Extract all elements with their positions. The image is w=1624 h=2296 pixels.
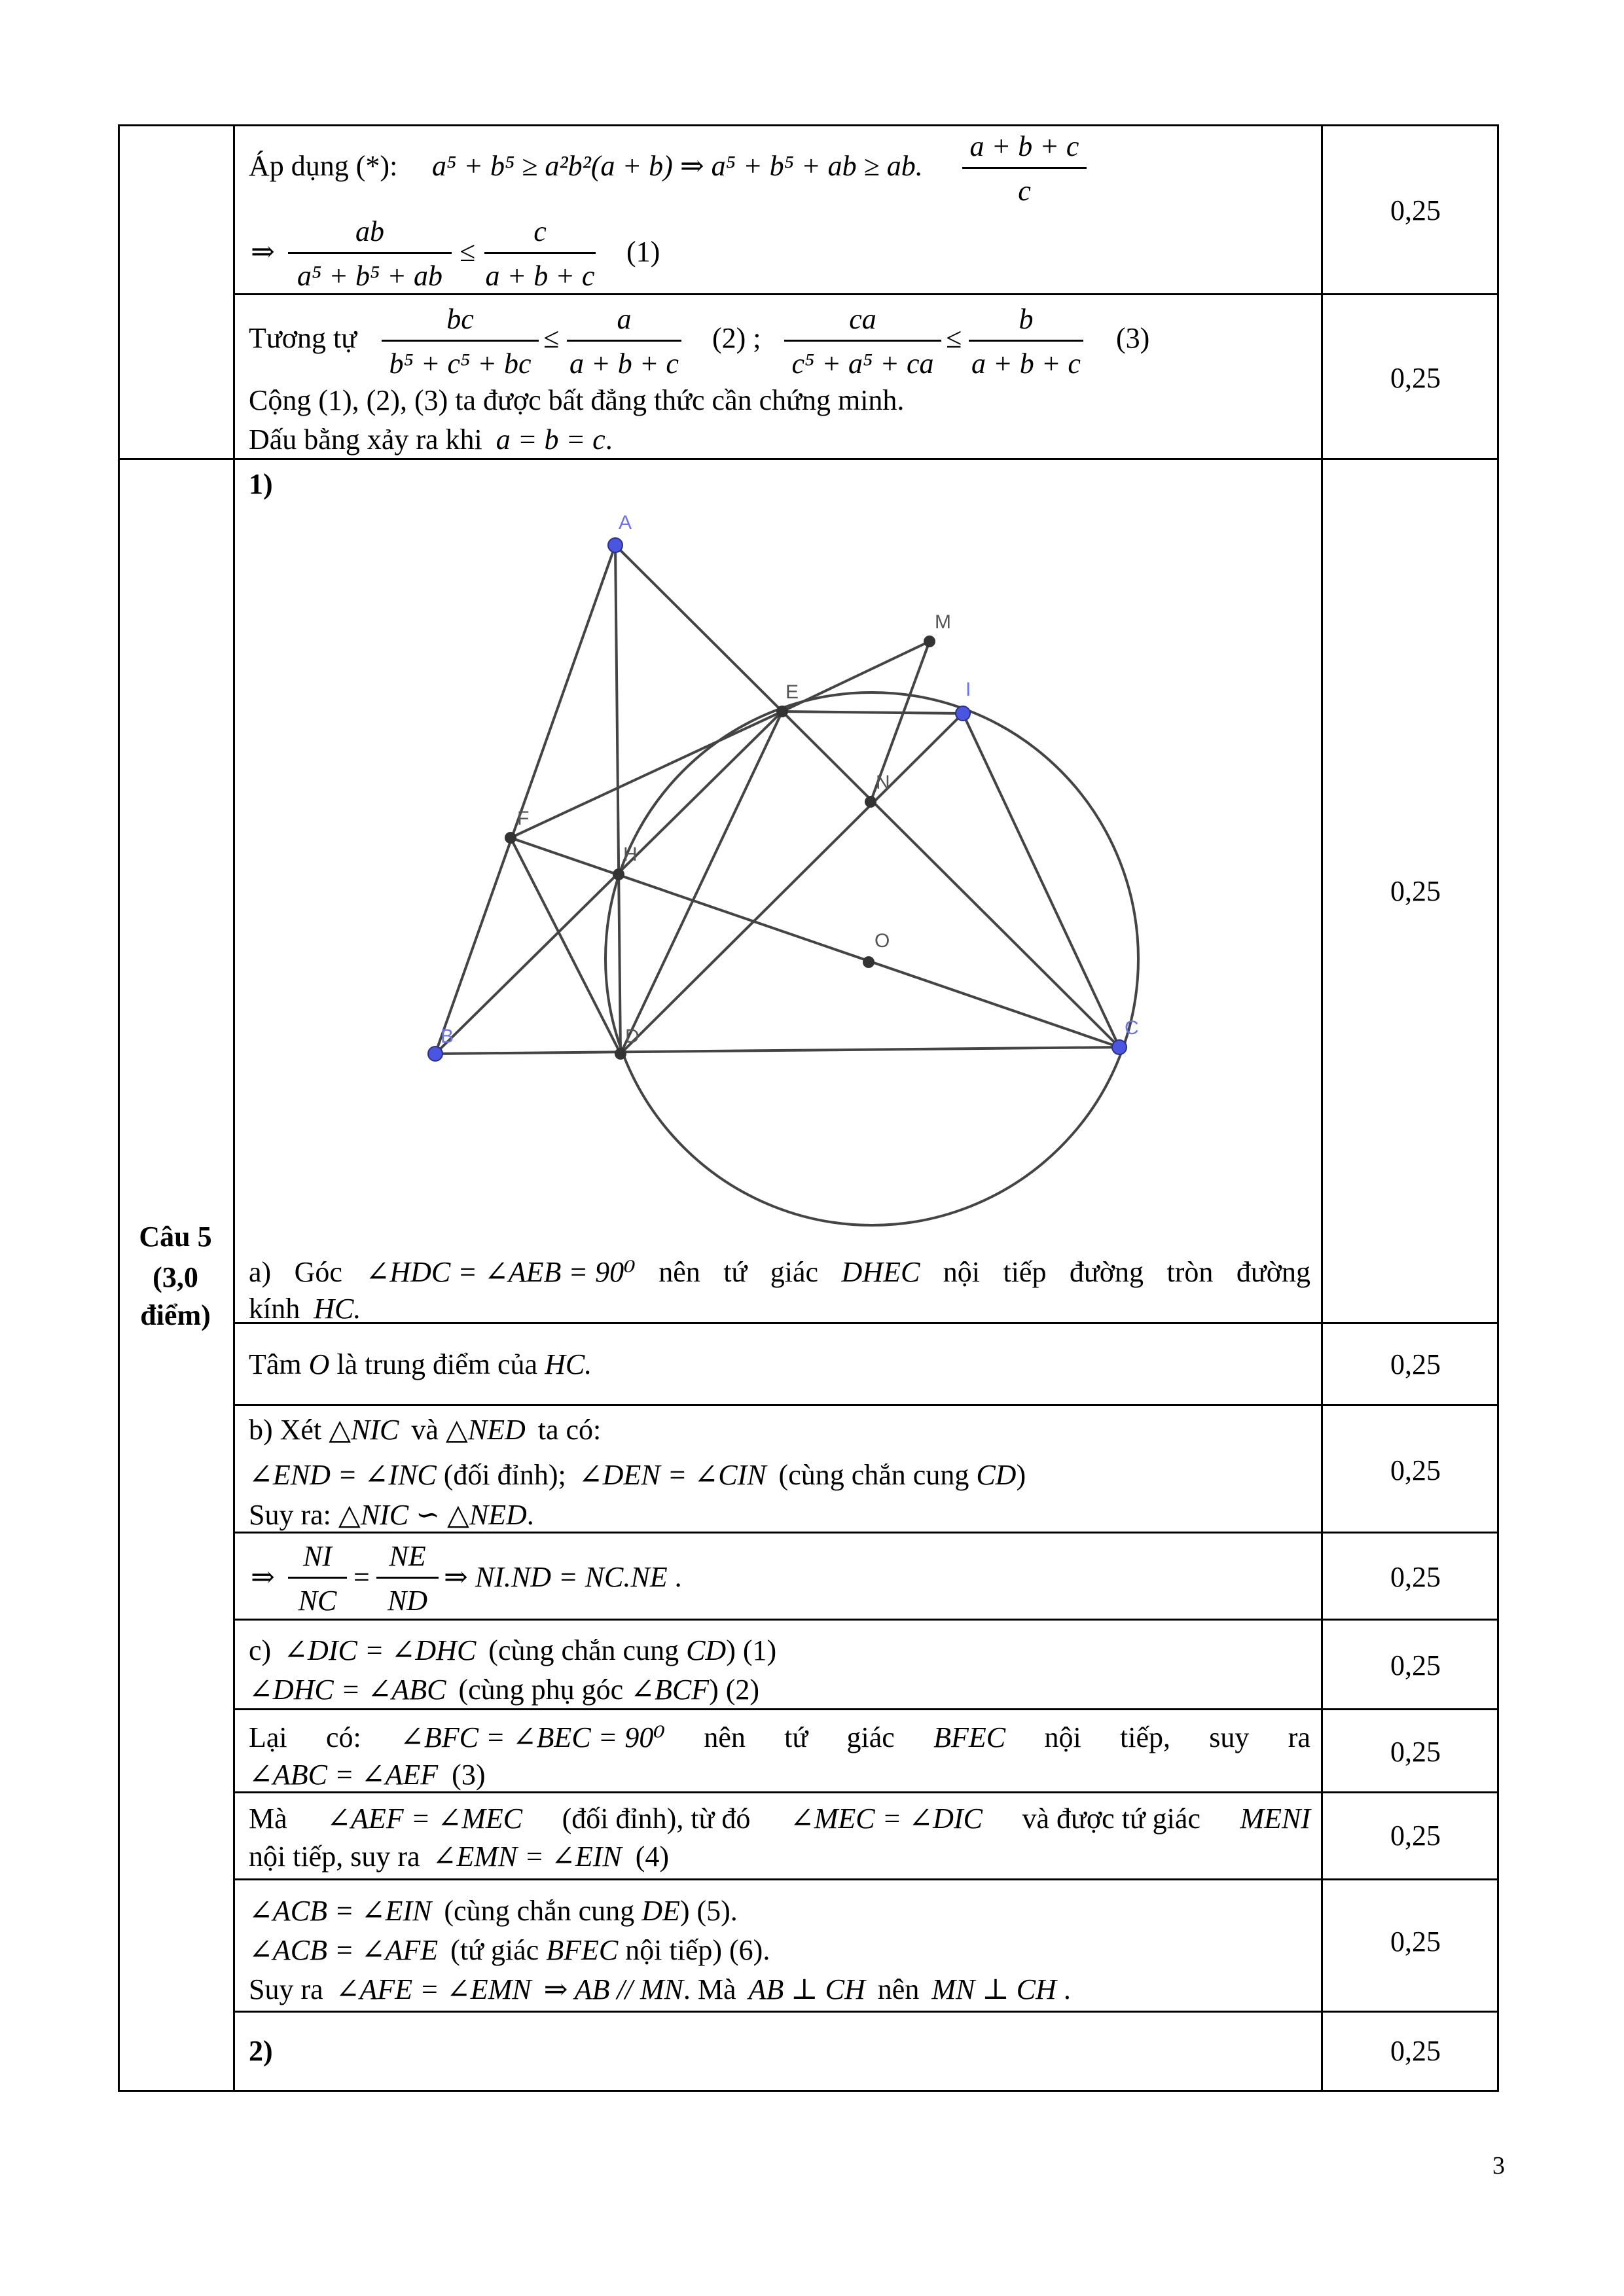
score: 0,25 [1390, 2035, 1441, 2067]
math: CD [686, 1634, 727, 1666]
fraction-numerator: b [969, 302, 1083, 342]
text-line [249, 1761, 485, 1789]
text-line: Cộng (1), (2), (3) ta được bất đẳng thức cần chứng minh. [249, 384, 905, 416]
text: a) [249, 1256, 272, 1288]
segment-ac [615, 545, 1119, 1047]
text: kính [249, 1293, 300, 1325]
math: MN ⊥ CH [931, 1973, 1056, 2005]
inequality-expr: a⁵ + b⁵ ≥ a²b²(a + b) ⇒ a⁵ + b⁵ + ab ≥ ab. [432, 150, 923, 182]
math: △NIC [329, 1414, 399, 1446]
fraction-numerator: bc [382, 302, 539, 342]
label-f: F [517, 808, 530, 829]
label-e: E [785, 681, 799, 703]
math: AB ⊥ CH [748, 1973, 865, 2005]
row-divider [234, 1404, 1499, 1406]
point-h [613, 869, 624, 880]
part-label: 2) [249, 2035, 273, 2067]
math: a = b = c [496, 423, 605, 456]
point-a [608, 538, 623, 552]
text: Mà [249, 1803, 287, 1835]
fraction-numerator: a + b + c [962, 130, 1087, 169]
text: (4) [635, 1840, 670, 1873]
implies-symbol: ⇒ [251, 1561, 275, 1593]
math: ∠AFE = ∠EMN [335, 1973, 532, 2005]
score: 0,25 [1390, 1348, 1441, 1380]
math: MENI [1240, 1803, 1310, 1835]
text: nên [877, 1973, 920, 2005]
equation-label: (3) [1116, 322, 1150, 354]
text: nên [704, 1721, 746, 1753]
math: △NED [445, 1414, 526, 1446]
text: ) (2) [709, 1674, 760, 1706]
text: tứ [784, 1721, 808, 1753]
point-m [924, 636, 935, 647]
equation-label: (2) ; [712, 322, 761, 354]
fraction [376, 1539, 439, 1617]
text: có: [325, 1721, 361, 1753]
math: BFEC [546, 1934, 619, 1966]
text-line [249, 1350, 592, 1379]
fraction-denominator: ND [387, 1585, 428, 1617]
score: 0,25 [1390, 1454, 1441, 1486]
text: giác [846, 1721, 895, 1753]
segment-ad [615, 545, 621, 1054]
text: tứ [723, 1256, 748, 1288]
point-i [956, 706, 970, 721]
fraction-numerator: NE [376, 1539, 439, 1579]
math: ∠HDC = ∠AEB = 90⁰ [365, 1256, 636, 1288]
math: O [308, 1348, 330, 1380]
text: b) Xét [249, 1414, 322, 1446]
page-number: 3 [1492, 2152, 1505, 2179]
le-symbol: ≤ [460, 236, 476, 268]
score: 0,25 [1390, 362, 1441, 394]
text-line [249, 1897, 738, 1926]
point-f [505, 832, 516, 844]
point-n [865, 796, 876, 808]
text: c) [249, 1634, 272, 1666]
score: 0,25 [1390, 1736, 1441, 1768]
text: Suy ra [249, 1973, 323, 2005]
math: △NIC ∽ △NED [338, 1499, 527, 1531]
implies-symbol: ⇒ [251, 236, 275, 268]
text: đường [1069, 1256, 1144, 1288]
text: (3) [452, 1759, 486, 1791]
text: . [605, 423, 613, 456]
label-a: A [619, 512, 632, 533]
point-e [776, 706, 788, 717]
text: . [526, 1499, 534, 1531]
text-line [249, 1842, 669, 1871]
text: ) (1) [726, 1634, 777, 1666]
text-line [249, 1676, 759, 1704]
part-label: 1) [249, 468, 273, 500]
row-divider [234, 1322, 1499, 1324]
text: ) (5). [679, 1895, 738, 1927]
row-divider [234, 1619, 1499, 1621]
text: . [674, 1561, 682, 1593]
text: (đối đỉnh), từ đó [562, 1803, 751, 1835]
fraction-numerator: ab [288, 215, 452, 254]
label-i: I [965, 679, 971, 700]
segment-bc [435, 1047, 1119, 1054]
text: nội [1044, 1721, 1081, 1753]
text: và [411, 1414, 439, 1446]
fraction-numerator: NI [288, 1539, 347, 1579]
fraction-denominator: a + b + c [569, 348, 679, 380]
point-c [1112, 1040, 1127, 1054]
row-divider [234, 1532, 1499, 1534]
text-line [249, 1416, 601, 1444]
math: ∠DHC = ∠ABC [249, 1674, 446, 1706]
text: (cùng chắn cung [444, 1895, 635, 1927]
label-n: N [876, 772, 890, 793]
score: 0,25 [1390, 1649, 1441, 1681]
text: nội tiếp, suy ra [249, 1840, 420, 1873]
math: HC. [314, 1293, 361, 1325]
text: tròn [1166, 1256, 1214, 1288]
fraction-denominator: c⁵ + a⁵ + ca [791, 348, 934, 380]
fraction-denominator: a + b + c [485, 260, 595, 292]
text: và được tứ giác [1022, 1803, 1200, 1835]
fraction-denominator: NC [298, 1585, 337, 1617]
text-line [444, 1563, 682, 1592]
row-divider [234, 2011, 1499, 2013]
math: ∠BFC = ∠BEC = 90⁰ [400, 1721, 665, 1753]
text: nên [659, 1256, 700, 1288]
math: CD [976, 1459, 1017, 1491]
score: 0,25 [1390, 1820, 1441, 1852]
label-b: B [441, 1026, 454, 1047]
text-line [249, 1461, 1026, 1490]
score: 0,25 [1390, 875, 1441, 907]
fraction-denominator: a⁵ + b⁵ + ab [297, 260, 442, 292]
fraction-denominator: a + b + c [971, 348, 1081, 380]
text: tiếp [1003, 1256, 1047, 1288]
text: Lại [249, 1721, 287, 1753]
fraction-denominator: c [1018, 175, 1031, 207]
math: ∠DEN = ∠CIN [578, 1459, 767, 1491]
segment-ei [782, 711, 963, 713]
math: ∠MEC = ∠DIC [789, 1803, 983, 1835]
text-line [249, 1936, 770, 1965]
le-symbol: ≤ [946, 322, 962, 354]
math: ⇒ AB // MN [543, 1973, 683, 2005]
question-points: (3,0 [153, 1261, 198, 1293]
text: Suy ra: [249, 1499, 331, 1531]
math: ⇒ NI.ND = NC.NE [444, 1561, 668, 1593]
text-line [249, 1258, 1310, 1287]
text: ) [1016, 1459, 1026, 1491]
text: . Mà [683, 1973, 736, 2005]
fraction-denominator: b⁵ + c⁵ + bc [389, 348, 532, 380]
text: . [1063, 1973, 1071, 2005]
text: là trung điểm của [336, 1348, 538, 1380]
point-o [863, 956, 875, 968]
math: ∠DIC = ∠DHC [283, 1634, 477, 1666]
text: ra [1288, 1721, 1310, 1753]
math: DHEC [841, 1256, 920, 1288]
fraction-numerator: a [567, 302, 681, 342]
segment-ic [963, 713, 1119, 1047]
text: Dấu bằng xảy ra khi [249, 423, 482, 456]
text: nội [943, 1256, 980, 1288]
math: HC. [545, 1348, 592, 1380]
label-d: D [625, 1026, 640, 1047]
text: suy [1209, 1721, 1250, 1753]
text: (cùng chắn cung [488, 1634, 679, 1666]
text: (cùng chắn cung [778, 1459, 969, 1491]
question-label: Câu 5 [139, 1221, 212, 1253]
fraction-numerator: c [484, 215, 596, 254]
text-line [249, 1501, 534, 1530]
text: tiếp, [1120, 1721, 1170, 1753]
math: ∠AEF = ∠MEC [327, 1803, 523, 1835]
score: 0,25 [1390, 1926, 1441, 1958]
text: (tứ giác [450, 1934, 539, 1966]
math: ∠BCF [630, 1674, 710, 1706]
row-divider [234, 1708, 1499, 1710]
math: ∠END = ∠INC [249, 1459, 437, 1491]
math: ∠ACB = ∠AFE [249, 1934, 439, 1966]
fraction-numerator: ca [784, 302, 941, 342]
table-bottom-border [118, 2090, 1499, 2092]
apply-label: Áp dụng (*): [249, 150, 398, 182]
row-divider [234, 1878, 1499, 1880]
text: (cùng phụ góc [458, 1674, 624, 1706]
segment-ab [435, 545, 615, 1054]
score: 0,25 [1390, 194, 1441, 226]
text: ta có: [537, 1414, 602, 1446]
label-m: M [935, 611, 951, 633]
text: giác [770, 1256, 819, 1288]
text-line [249, 1975, 1071, 2004]
math: ∠ABC = ∠AEF [249, 1759, 439, 1791]
point-b [428, 1047, 442, 1061]
point-d [615, 1048, 626, 1060]
equals-symbol: = [353, 1561, 370, 1593]
math: ∠EMN = ∠EIN [432, 1840, 622, 1873]
score: 0,25 [1390, 1561, 1441, 1593]
math: ∠ACB = ∠EIN [249, 1895, 432, 1927]
equation-label: (1) [626, 236, 660, 268]
text: nội tiếp) (6). [625, 1934, 770, 1966]
text-line [249, 1295, 361, 1323]
math: DE [641, 1895, 680, 1927]
question-points-unit: điểm) [140, 1299, 211, 1331]
similarly-label: Tương tự [249, 322, 357, 354]
text-line [249, 1636, 776, 1665]
segment-di [621, 713, 963, 1054]
text: Góc [294, 1256, 342, 1288]
text-line [249, 1804, 1310, 1833]
text: Tâm [249, 1348, 302, 1380]
label-o: O [875, 930, 890, 952]
text: đường [1236, 1256, 1310, 1288]
fraction [288, 1539, 347, 1617]
text: (đối đỉnh); [443, 1459, 566, 1491]
math: BFEC [933, 1721, 1006, 1753]
text-line [249, 1723, 1310, 1752]
le-symbol: ≤ [543, 322, 560, 354]
row-divider [234, 1791, 1499, 1793]
label-c: C [1125, 1017, 1139, 1039]
label-h: H [623, 844, 638, 865]
